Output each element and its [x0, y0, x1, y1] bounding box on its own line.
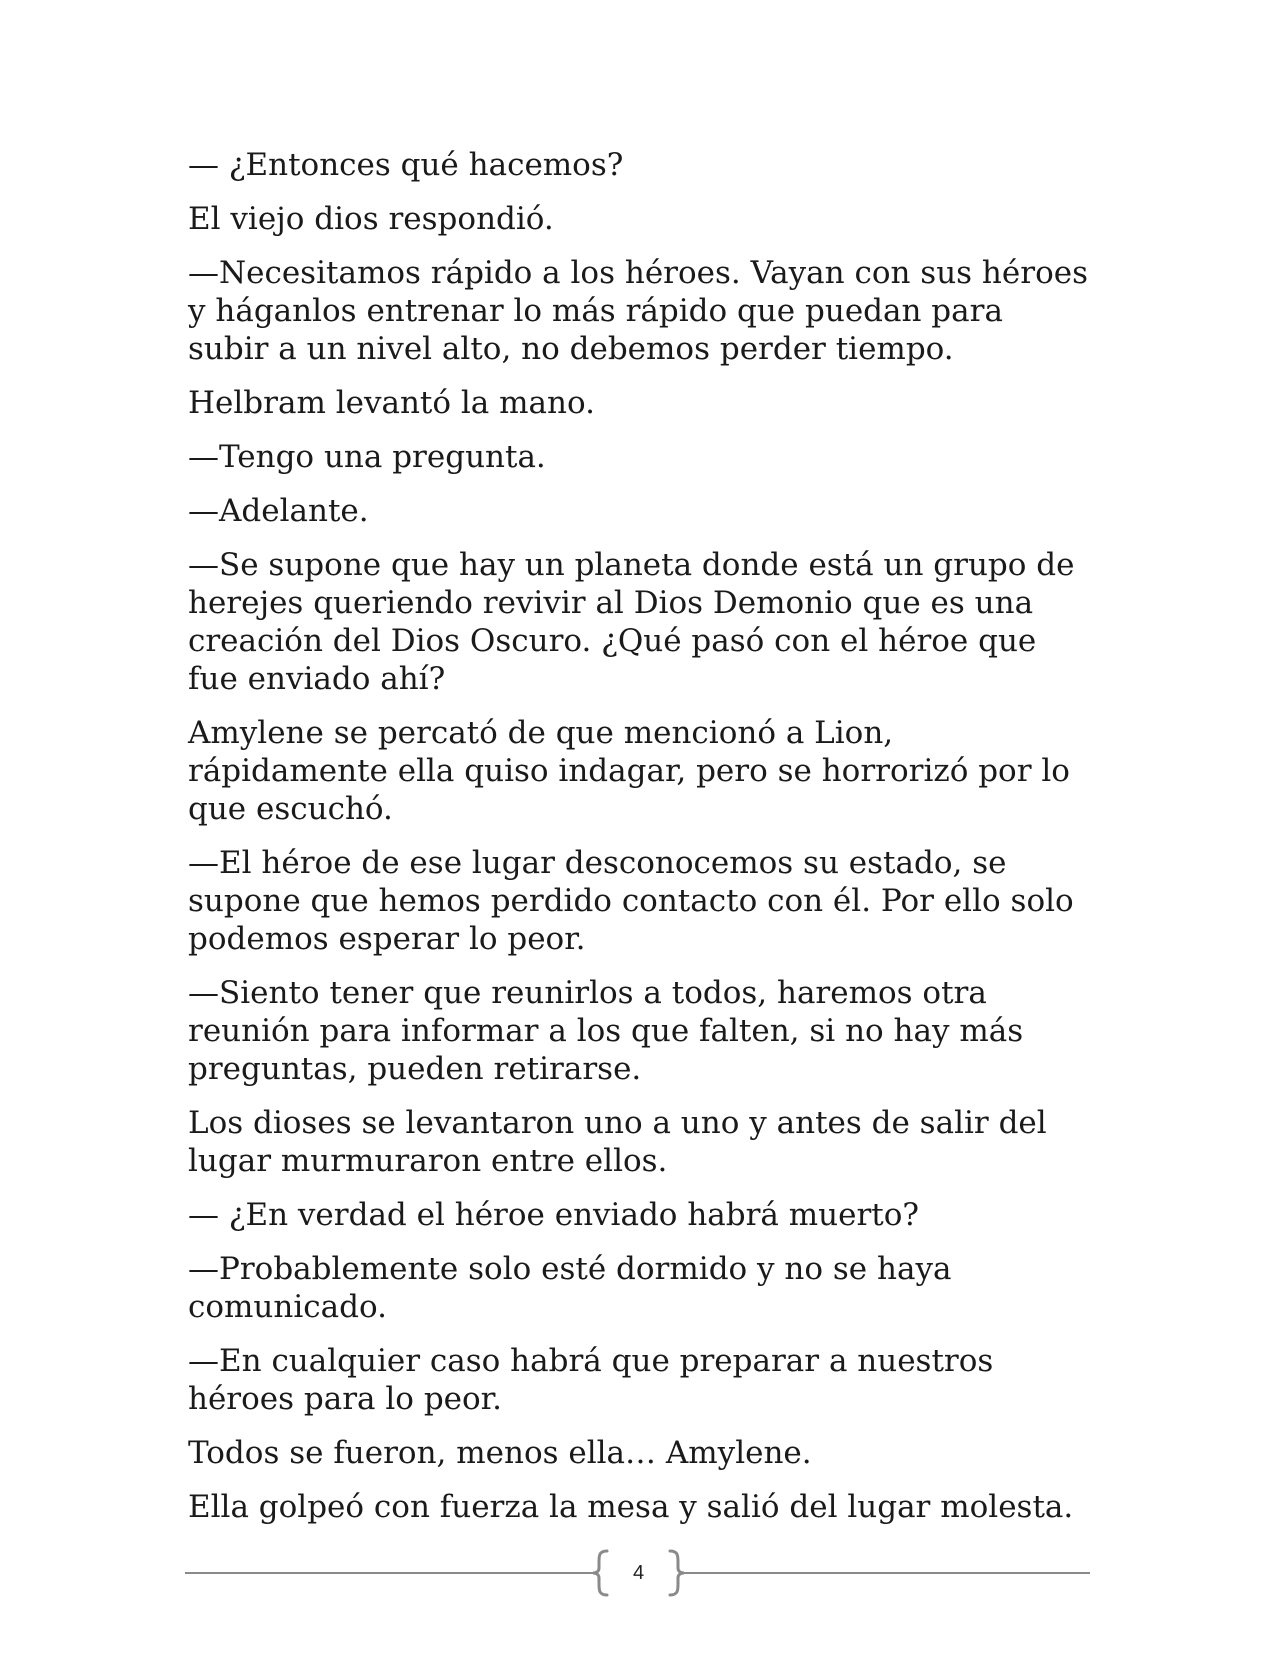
paragraph-13: —Probablemente solo esté dormido y no se haya comunicado.: [188, 1251, 952, 1325]
page-number: 4: [632, 1562, 645, 1584]
paragraph-3: —Necesitamos rápido a los héroes. Vayan con sus héroes y háganlos entrenar lo más rápido que puedan para subir a un nivel alto, no debemos perder tiempo.: [188, 255, 1088, 367]
paragraph-1: — ¿Entonces qué hacemos?: [188, 147, 624, 183]
paragraph-14: —En cualquier caso habrá que preparar a nuestros héroes para lo peor.: [188, 1343, 994, 1417]
page-footer: [185, 1548, 1090, 1598]
footer-rule-left: [185, 1572, 593, 1574]
paragraph-16: Ella golpeó con fuerza la mesa y salió del lugar molesta.: [188, 1489, 1074, 1525]
paragraph-10: —Siento tener que reunirlos a todos, haremos otra reunión para informar a los que falten, si no hay más preguntas, pueden retirarse.: [188, 975, 1024, 1087]
paragraph-6: —Adelante.: [188, 493, 369, 529]
footer-rule-right: [682, 1572, 1090, 1574]
left-brace-icon: [589, 1548, 613, 1598]
paragraph-9: —El héroe de ese lugar desconocemos su estado, se supone que hemos perdido contacto con él. Por ello solo podemos esperar lo peor.: [188, 845, 1074, 957]
paragraph-11: Los dioses se levantaron uno a uno y antes de salir del lugar murmuraron entre ellos.: [188, 1105, 1047, 1179]
paragraph-5: —Tengo una pregunta.: [188, 439, 546, 475]
body-text: [188, 146, 1088, 1542]
paragraph-12: — ¿En verdad el héroe enviado habrá muerto?: [188, 1197, 920, 1233]
paragraph-2: El viejo dios respondió.: [188, 201, 554, 237]
paragraph-4: Helbram levantó la mano.: [188, 385, 595, 421]
paragraph-8: Amylene se percató de que mencionó a Lion, rápidamente ella quiso indagar, pero se horrorizó por lo que escuchó.: [188, 715, 1070, 827]
paragraph-15: Todos se fueron, menos ella… Amylene.: [188, 1435, 812, 1471]
paragraph-7: —Se supone que hay un planeta donde está un grupo de herejes queriendo revivir al Dios Demonio que es una creación del Dios Oscuro. ¿Qué pasó con el héroe que fue enviado ahí?: [188, 547, 1075, 697]
